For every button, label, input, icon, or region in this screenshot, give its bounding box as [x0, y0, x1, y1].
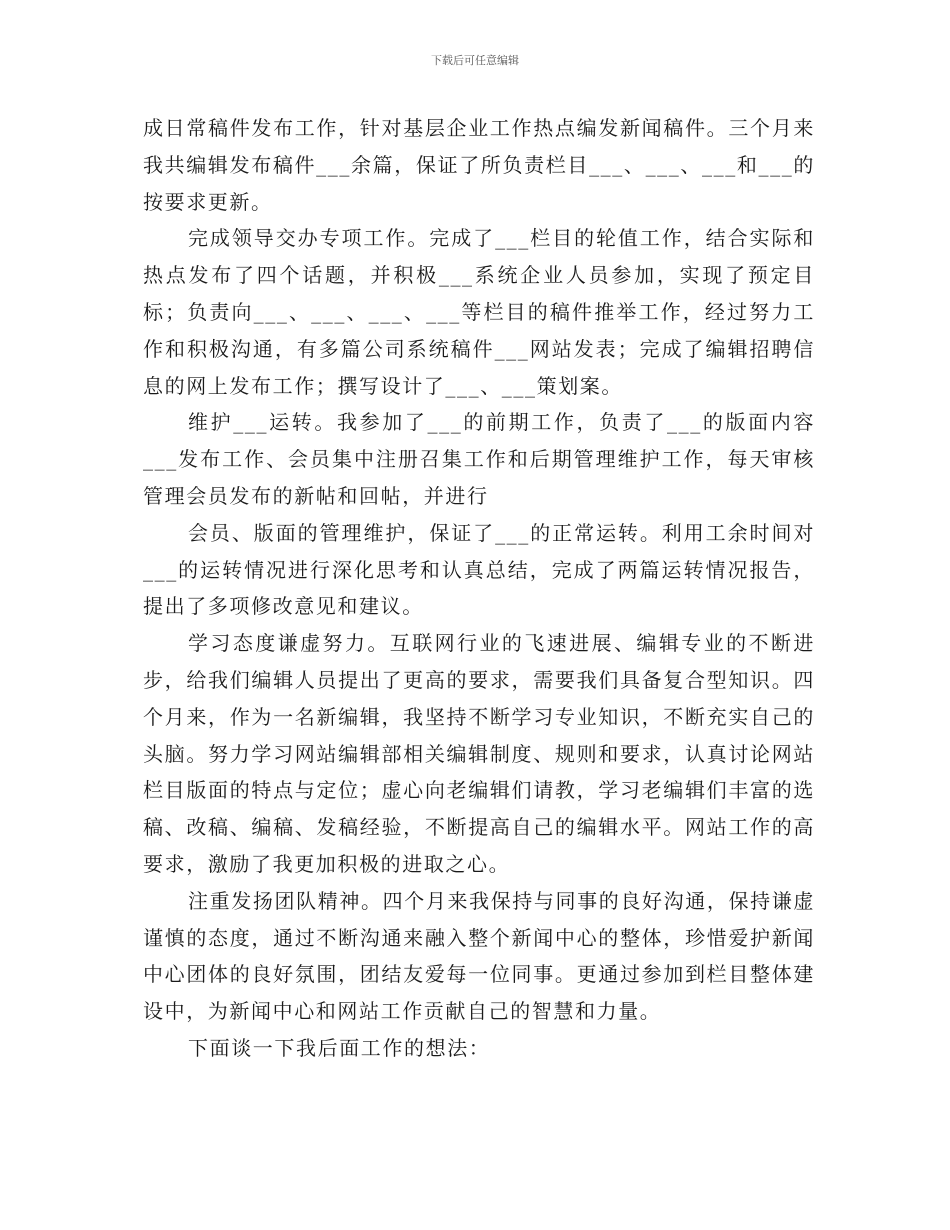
- text-line: _发布工作、会员集中注册召集工作和后期管理维护工作，每天审核管: [143, 447, 815, 508]
- text-line: 负责向___、___、___、___等栏目的稿件推举工作，经过努力工作和: [143, 299, 815, 361]
- text-line: 学习态度谦虚努力。互联网行业的飞速进展、编辑专业的不断进: [188, 631, 815, 656]
- paragraph-continuation: [143, 110, 815, 220]
- text-line: 成日常稿件发布工作，针对基层企业工作热点编发新闻稿件。三个月: [143, 116, 794, 140]
- text-line: 论网站栏目版面的特点与定位；虚心向老编辑们请教，学习老编辑们: [143, 741, 815, 803]
- text-line: 虚谨慎的态度，通过不断沟通来融入整个新闻中心的整体，珍惜爱护: [143, 888, 815, 950]
- paragraph-special-tasks: [143, 220, 815, 404]
- text-line: 己的头脑。努力学习网站编辑部相关编辑制度、规则和要求，认真讨: [143, 704, 815, 766]
- page-header-note: 下载后可任意编辑: [431, 54, 519, 67]
- text-line: 来我共编辑发布稿件___余篇，保证了所负责栏目___、___、___和___: [143, 116, 815, 177]
- paragraph-management: [143, 515, 815, 625]
- paragraph-future-plans: [143, 1030, 815, 1067]
- text-line: 四个月来，作为一名新编辑，我坚持不断学习专业知识，不断充实自: [143, 667, 815, 729]
- text-line: 理会员发布的新帖和回帖，并进行: [164, 483, 489, 508]
- text-line: 整体建设中，为新闻中心和网站工作贡献自己的智慧和力量。: [143, 962, 815, 1024]
- paragraph-learning-attitude: [143, 625, 815, 883]
- text-line: 的按要求更新。: [143, 152, 815, 214]
- text-line: 热点发布了四个话题，并积极___系统企业人员参加，实现了预定目标；: [143, 263, 815, 324]
- paragraph-maintenance: [143, 404, 815, 514]
- text-line: 注重发扬团队精神。四个月来我保持与同事的良好沟通，保持谦: [188, 888, 794, 913]
- text-line: 步，给我们编辑人员提出了更高的要求，需要我们具备复合型知识。: [143, 667, 794, 692]
- document-body: [143, 110, 815, 1067]
- text-line: 新闻中心团体的良好氛围，团结友爱每一位同事。更通过参加到栏目: [143, 925, 815, 987]
- text-line: 维护___运转。我参加了___的前期工作，负责了___的版面内容__: [143, 410, 815, 472]
- paragraph-team-spirit: [143, 883, 815, 1030]
- text-line: 会员、版面的管理维护，保证了___的正常运转。利用工余时间对: [188, 520, 815, 545]
- text-line: 下面谈一下我后面工作的想法：: [188, 1035, 491, 1060]
- text-line: 提出了多项修改意见和建议。: [143, 594, 424, 619]
- text-line: 丰富的选稿、改稿、编稿、发稿经验，不断提高自己的编辑水平。网: [143, 778, 815, 840]
- text-line: 完成领导交办专项工作。完成了___栏目的轮值工作，结合实际和: [188, 226, 815, 251]
- text-line: 网上发布工作；撰写设计了___、___策划案。: [186, 373, 624, 398]
- text-line: 站工作的高要求，激励了我更加积极的进取之心。: [143, 815, 815, 876]
- text-line: ___的运转情况进行深化思考和认真总结，完成了两篇运转情况报告，: [143, 557, 815, 582]
- text-line: 积极沟通，有多篇公司系统稿件___网站发表；完成了编辑招聘信息的: [143, 336, 816, 398]
